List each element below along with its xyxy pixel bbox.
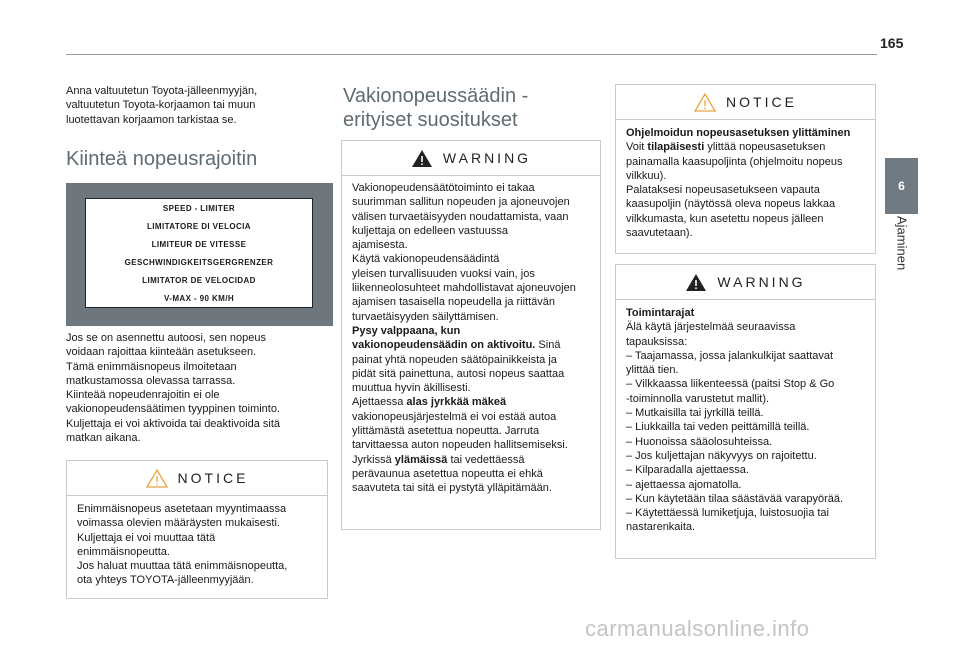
notice-box-left	[66, 460, 328, 599]
text-line: valtuutetun Toyota-korjaamon tai muun	[66, 99, 256, 112]
text-line: Kiinteää nopeudenrajoitin ei ole	[66, 389, 220, 402]
sign-line: GESCHWINDIGKEITSGERGRENZER	[124, 257, 274, 267]
text-line: tapauksissa:	[626, 335, 688, 348]
text-line: ota yhteys TOYOTA-jälleenmyyjään.	[77, 574, 254, 587]
text-line: vilkkuu).	[626, 169, 667, 182]
text-line: painamalla kaasupoljinta (ohjelmoitu nopeus	[626, 155, 843, 168]
text-run: ylittää nopeusasetuksen	[704, 141, 826, 154]
text-line: Palataksesi nopeusasetukseen vapauta	[626, 184, 820, 197]
text-line: turvaetäisyyden säilyttämisen.	[352, 310, 499, 323]
notice-header	[616, 85, 875, 120]
text-line: nastarenkaita.	[626, 521, 696, 534]
text-line: enimmäisnopeutta.	[77, 545, 170, 558]
text-line: kuljettaja on edelleen vastuussa	[352, 224, 508, 237]
text-line	[626, 126, 866, 140]
watermark: carmanualsonline.info	[585, 616, 810, 641]
warning-header	[616, 265, 875, 300]
notice-body	[67, 496, 327, 595]
text-line: Jos haluat muuttaa tätä enimmäisnopeutta,	[77, 560, 288, 573]
warning-title: WARNING	[717, 274, 806, 290]
text-line	[352, 324, 591, 338]
sign-line: LIMITATOR DE VELOCIDAD	[142, 275, 256, 285]
text-line	[352, 338, 591, 352]
text-line	[626, 140, 866, 154]
text-line: Kuljettaja ei voi aktivoida tai deaktivoida sitä	[66, 417, 281, 430]
chapter-tab[interactable]: 6	[885, 158, 918, 214]
text-run: Sinä	[535, 339, 561, 352]
text-line: Käytä vakionopeudensäädintä	[352, 253, 500, 266]
warning-triangle-icon	[411, 149, 433, 168]
bold-text: vakionopeudensäädin on aktivoitu.	[352, 339, 536, 352]
page-number: 165	[880, 35, 904, 51]
text-line: – Mutkaisilla tai jyrkillä teillä.	[626, 407, 764, 420]
bold-text: Ohjelmoidun nopeusasetuksen ylittäminen	[626, 127, 851, 139]
sign-line: SPEED - LIMITER	[162, 203, 236, 213]
text-line: Vakionopeudensäätötoiminto ei takaa	[352, 182, 535, 194]
text-line: matkustamossa olevassa tarrassa.	[66, 374, 236, 387]
text-line	[626, 306, 866, 320]
bold-text: tilapäisesti	[647, 141, 705, 154]
warning-title: WARNING	[442, 150, 532, 166]
text-line: – Taajamassa, jossa jalankulkijat saattavat	[626, 349, 834, 362]
notice-title: NOTICE	[726, 94, 797, 110]
warning-triangle-icon	[694, 93, 716, 112]
text-line: matkan aikana.	[66, 432, 141, 445]
text-line: vakionopeudensäätimen tyyppinen toiminto.	[66, 403, 281, 416]
warning-header	[342, 141, 600, 176]
warning-box-middle	[341, 140, 601, 530]
text-line: kaasupoljin (näytössä oleva nopeus lakkaa	[626, 198, 836, 211]
warning-triangle-icon	[146, 469, 168, 488]
text-line: ajamisen tasaisella nopeudella ja riittävän	[352, 296, 556, 309]
text-line: välisen turvaetäisyyden noudattamista, vaan	[352, 210, 569, 223]
text-line: suurimman sallitun nopeuden ja ajoneuvojen	[352, 196, 570, 209]
text-line: vakionopeusjärjestelmä ei voi estää autoa	[352, 410, 557, 423]
text-line: ylittää tien.	[626, 364, 679, 377]
text-line: luotettavan korjaamon tarkistaa se.	[66, 113, 237, 126]
text-line: – Kun käytetään tilaa säästävää varapyörää.	[626, 492, 844, 505]
warning-body	[342, 176, 600, 503]
text-line: perävaunua asetettua nopeutta ei ehkä	[352, 467, 543, 480]
text-line: – Jos kuljettajan näkyvyys on rajoitettu.	[626, 449, 817, 462]
notice-header	[67, 461, 327, 496]
heading-line: Vakionopeussäädin -	[343, 85, 529, 107]
warning-box-right	[615, 264, 876, 559]
text-line: voidaan rajoittaa kiinteään asetukseen.	[66, 346, 257, 359]
top-divider	[66, 54, 877, 55]
warning-body	[616, 300, 875, 542]
text-run: Ajettaessa	[352, 396, 407, 409]
sign-line: LIMITATORE DI VELOCIA	[147, 221, 251, 231]
text-run: Jyrkissä	[352, 453, 395, 466]
text-line	[352, 453, 591, 467]
speed-limiter-sign-image	[66, 183, 333, 326]
bold-text: alas jyrkkää mäkeä	[406, 396, 507, 409]
chapter-label: Ajaminen	[894, 216, 910, 271]
notice-title: NOTICE	[177, 470, 249, 486]
text-line: – Vilkkaassa liikenteessä (paitsi Stop & Go	[626, 378, 835, 391]
text-line: saavutetaan).	[626, 227, 693, 240]
text-line: painat yhtä nopeuden säätöpainikkeista ja	[352, 353, 557, 366]
text-line: yleisen turvallisuuden vuoksi vain, jos	[352, 267, 535, 280]
bold-text: Toimintarajat	[626, 307, 695, 319]
text-line: -toiminnolla varustetut mallit).	[626, 392, 770, 405]
warning-triangle-icon	[685, 273, 707, 292]
text-line: ylittämästä asetettua nopeutta. Jarruta	[352, 425, 540, 438]
bold-text: Pysy valppaana, kun	[352, 324, 461, 337]
sign-line: LIMITEUR DE VITESSE	[151, 239, 247, 249]
text-line: Tämä enimmäisnopeus ilmoitetaan	[66, 360, 237, 373]
text-line	[352, 395, 591, 409]
text-line: – Käytettäessä lumiketjuja, luistosuojia tai	[626, 507, 829, 520]
limiter-body-text	[66, 331, 331, 445]
text-line: – Liukkailla tai veden peittämillä teillä.	[626, 421, 810, 434]
text-line: tarvittaessa auton nopeuden hallitsemiseksi.	[352, 439, 568, 452]
text-line: muuttua hyvin äkillisesti.	[352, 382, 471, 395]
text-line: Kuljettaja ei voi muuttaa tätä	[77, 531, 216, 544]
text-line: – Huonoissa sääolosuhteissa.	[626, 435, 773, 448]
text-line: Jos se on asennettu autoosi, sen nopeus	[66, 332, 266, 344]
text-line: vilkkumasta, kun asetettu nopeus jälleen	[626, 212, 824, 225]
text-line: saavuteta tai sitä ei pystytä ylläpitämään.	[352, 482, 552, 495]
text-line: liikenneolosuhteet mahdollistavat ajoneuvojen	[352, 282, 576, 295]
sign-line: V-MAX - 90 KM/H	[163, 293, 234, 303]
text-line: Enimmäisnopeus asetetaan myyntimaassa	[77, 503, 287, 515]
text-line: – ajettaessa ajomatolla.	[626, 478, 742, 491]
text-line: pidät sitä painettuna, autosi nopeus saattaa	[352, 367, 565, 380]
notice-body	[616, 120, 875, 247]
text-line: voimassa olevien määräysten mukaisesti.	[77, 517, 280, 530]
text-line: – Kilparadalla ajettaessa.	[626, 464, 749, 477]
intro-text	[66, 84, 326, 127]
section-heading-cruise-control	[343, 84, 528, 132]
text-line: Anna valtuutetun Toyota-jälleenmyyjän,	[66, 85, 258, 97]
text-run: tai vedettäessä	[447, 453, 525, 466]
notice-box-right	[615, 84, 876, 254]
heading-line: erityiset suositukset	[343, 109, 518, 131]
speed-limiter-label	[85, 198, 313, 308]
section-heading-fixed-limiter: Kiinteä nopeusrajoitin	[66, 148, 258, 170]
text-line: Älä käytä järjestelmää seuraavissa	[626, 321, 796, 334]
text-line: ajamisesta.	[352, 239, 408, 252]
text-run: Voit	[626, 141, 648, 154]
bold-text: ylämäissä	[394, 453, 448, 466]
